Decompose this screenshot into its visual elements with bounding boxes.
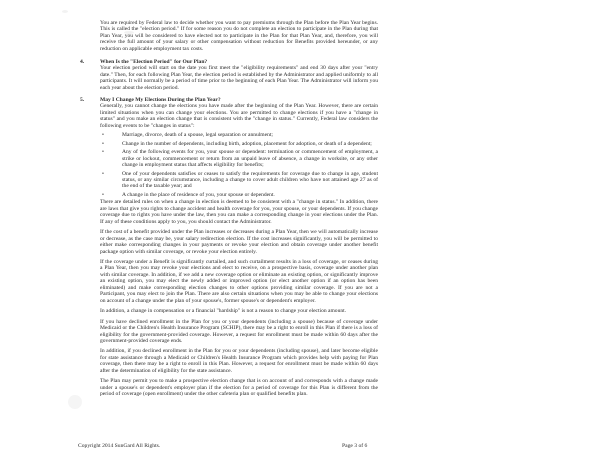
paragraph-hardship: In addition, a change in compensation or a financial "hardship" is not a reason to change your election amount. [100,308,347,315]
section-4 [100,59,378,91]
footer-page-number: Page 3 of 6 [342,443,368,449]
bullet-icon: • [102,170,104,177]
paragraph-medicaid-schip: If you have declined enrollment in the Plan for you or your dependents (including a spouse) because of coverage under Medicaid or the Children's Health Insurance Program (SCHIP), there may be a right to enroll in this Plan if there is a loss of eligibility for the government-provided coverage. However, a request for enrollment must be made within 60 days after the government-provided coverage ends. [100,318,378,344]
section-5-body: Generally, you cannot change the elections you have made after the beginning of the Plan Year. However, there are certain limited situations when you can change your elections. You are permitted to change elections if you have a "change in status" and you make an election change that is consistent with the "change in status." Currently, Federal law considers the following events to be "changes in status": [100,103,378,129]
section-4-number: 4. [80,59,85,65]
footer-copyright: Copyright 2014 SunGard All Rights. [78,443,161,449]
paragraph-state-assistance: In addition, if you declined enrollment in the Plan for you or your dependents (including spouse), and later become eligible for state assistance through a Medicaid or Children's Health Insurance Program which provides help with paying for Plan coverage, then there may be a right to enroll in this Plan. However, a request for enrollment must be made within 60 days after the determination of eligibility for the state assistance. [100,348,378,374]
bullet-icon: • [102,191,104,198]
list-item: • A change in the place of residence of you, your spouse or dependent. [102,191,275,198]
section-4-body: Your election period will start on the date you first meet the "eligibility requirements" and end 30 days after your "entry date." Then, for each following Plan Year, the election period is established by the Administrator and applied uniformly to all participants. It will normally be a period of time prior to the beginning of each Plan Year. The Administrator will inform you each year about the election period. [100,65,378,91]
paragraph-detailed-rules: There are detailed rules on when a change in election is deemed to be consistent with a "change in status." In addition, there are laws that give you rights to change accident and health coverage for you, your spouse, or your dependents. If you change coverage due to rights you have under the law, then you can make a corresponding change in your elections under the Plan. If any of these conditions apply to you, you should contact the Administrator. [100,199,378,225]
scan-mark [62,10,68,13]
paragraph-coverage-change: If the coverage under a Benefit is significantly curtailed, and such curtailment results in a loss of coverage, or ceases during a Plan Year, then you may revoke your elections and elect to receive, on a prospective basis, coverage under another plan with similar coverage. In addition, if we add a new coverage option or eliminate an existing option, or significantly improve an existing option, you may elect the newly added or improved option (or elect another option if an option has been eliminated) and make corresponding election changes to other options providing similar coverage. If you are not a Participant, you may elect to join the Plan. There are also certain situations when you may be able to change your elections on account of a change under the plan of your spouse's, former spouse's or dependent's employer. [100,258,378,304]
scan-mark [68,395,82,409]
paragraph-spouse-plan: The Plan may permit you to make a prospective election change that is on account of and corresponds with a change made under a spouse's or dependent's employer plan if the election for a period of coverage for this Plan is different from the period of coverage (open enrollment) under the other cafeteria plan or qualified benefits plan. [100,378,378,398]
section-5-number: 5. [80,97,85,103]
intro-paragraph [100,20,378,52]
paragraph-cost-change: If the cost of a benefit provided under the Plan increases or decreases during a Plan Year, then we will automatically increase or decrease, as the case may be, your salary redirection election. If the cost increases significantly, you will be permitted to either make corresponding changes in your payments or revoke your election and obtain coverage under another benefit package option with similar coverage, or revoke your election entirely. [100,229,378,255]
change-in-status-list [100,132,378,198]
bullet-icon: • [102,149,104,156]
section-4-title: When Is the "Election Period" for Our Plan? [100,59,208,65]
list-item: • Change in the number of dependents, including birth, adoption, placement for adoption, or death of a dependent; [102,140,372,147]
bullet-icon: • [102,140,104,147]
bullet-icon: • [102,132,104,139]
intro-text: You are required by Federal law to decide whether you want to pay premiums through the Plan before the Plan Year begins. This is called the "election period." If for some reason you do not complete an election to participate in the Plan during that Plan Year, you will be considered to have elected not to participate in the Plan for that Plan Year, and, therefore, you will receive the full amount of your salary or other compensation without reduction for Benefits provided hereunder, or any reduction on applicable employment tax costs. [100,20,378,52]
list-item: • One of your dependents satisfies or ceases to satisfy the requirements for coverage due to change in age, student status, or any similar circumstance, including a change to cover adult children who have not attained age 27 as of the end of the taxable year; and [102,170,378,190]
section-5 [100,97,378,398]
section-5-title: May I Change My Elections During the Plan Year? [100,97,221,103]
list-item: • Any of the following events for you, your spouse or dependent: termination or commencement of employment, a strike or lockout, commencement or return from an unpaid leave of absence, a change in worksite, or any other change in employment status that affects eligibility for benefits; [102,149,378,169]
list-item: • Marriage, divorce, death of a spouse, legal separation or annulment; [102,132,273,139]
